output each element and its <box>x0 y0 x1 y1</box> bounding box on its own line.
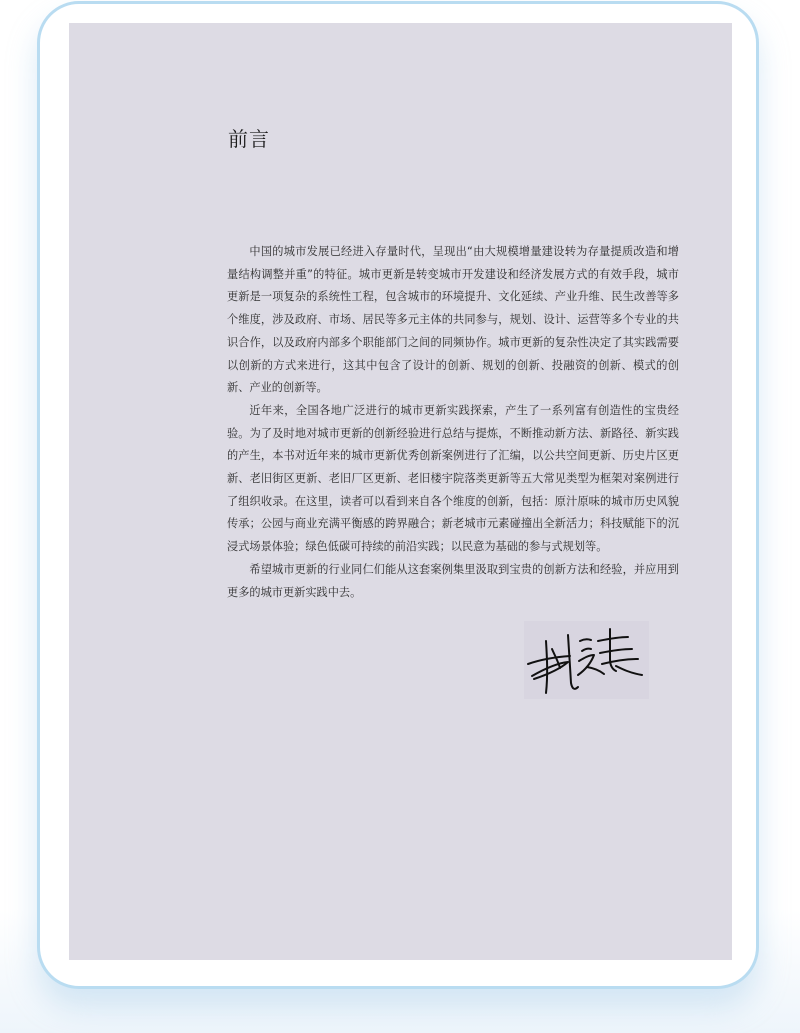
paragraph: 近年来，全国各地广泛进行的城市更新实践探索，产生了一系列富有创造性的宝贵经验。为了及时地对城市更新的创新经验进行总结与提炼，不断推动新方法、新路径、新实践的产生，本书对近年来的城市更新优秀创新案例进行了汇编，以公共空间更新、历史片区更新、老旧街区更新、老旧厂区更新、老旧楼宇院落类更新等五大常见类型为框架对案例进行了组织收录。在这里，读者可以看到来自各个维度的创新，包括：原汁原味的城市历史风貌传承；公园与商业充满平衡感的跨界融合；新老城市元素碰撞出全新活力；科技赋能下的沉浸式场景体验；绿色低碳可持续的前沿实践；以民意为基础的参与式规划等。 <box>227 403 679 554</box>
document-page <box>69 23 732 960</box>
signature-image <box>524 621 649 699</box>
handwritten-signature-icon <box>524 621 649 699</box>
paragraph: 希望城市更新的行业同仁们能从这套案例集里汲取到宝贵的创新方法和经验，并应用到更多的城市更新实践中去。 <box>227 562 679 599</box>
paragraph: 中国的城市发展已经进入存量时代，呈现出“由大规模增量建设转为存量提质改造和增量结构调整并重”的特征。城市更新是转变城市开发建设和经济发展方式的有效手段，城市更新是一项复杂的系统性工程，包含城市的环境提升、文化延续、产业升维、民生改善等多个维度，涉及政府、市场、居民等多元主体的共同参与，规划、设计、运营等多个专业的共识合作，以及政府内部多个职能部门之间的同频协作。城市更新的复杂性决定了其实践需要以创新的方式来进行，这其中包含了设计的创新、规划的创新、投融资的创新、模式的创新、产业的创新等。 <box>227 245 679 395</box>
page-title: 前言 <box>228 127 270 151</box>
preface-body <box>227 241 679 604</box>
